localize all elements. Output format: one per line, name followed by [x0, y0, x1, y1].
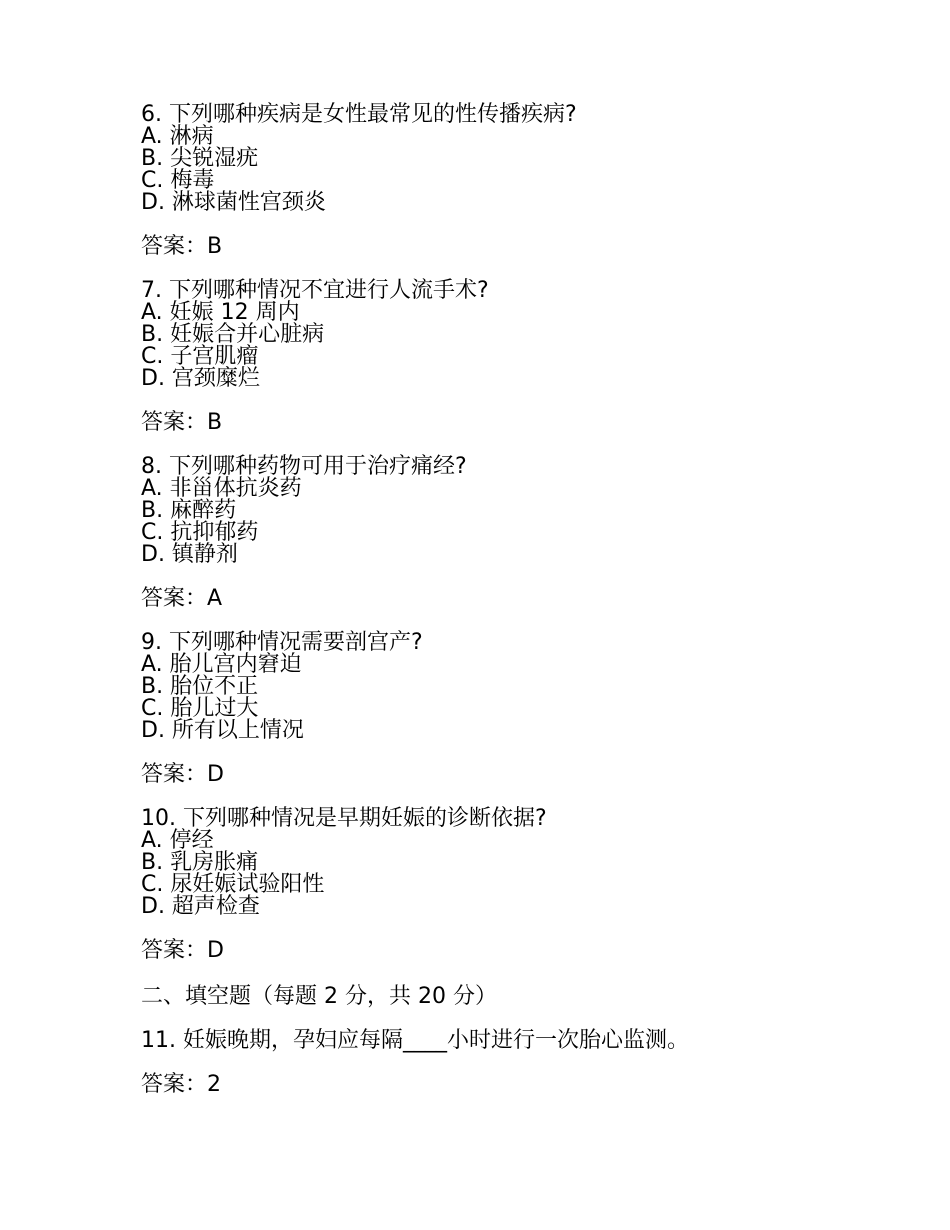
- answer-text: 答案：B: [141, 410, 223, 435]
- question-block-9: [141, 632, 901, 788]
- option-a: A. 淋病: [141, 124, 214, 149]
- option-c: C. 胎儿过大: [141, 696, 259, 721]
- option-d: D. 超声检查: [141, 894, 260, 919]
- fill-question-text: 11. 妊娠晚期，孕妇应每隔____小时进行一次胎心监测。: [141, 1028, 689, 1053]
- question-text: 9. 下列哪种情况需要剖宫产?: [141, 630, 423, 655]
- fill-answer-text: 答案：2: [141, 1072, 221, 1097]
- option-d: D. 镇静剂: [141, 542, 238, 567]
- question-text: 6. 下列哪种疾病是女性最常见的性传播疾病?: [141, 102, 577, 127]
- option-a: A. 停经: [141, 828, 214, 853]
- option-d: D. 所有以上情况: [141, 718, 304, 743]
- answer-text: 答案：D: [141, 938, 224, 963]
- document-content: [141, 104, 901, 1116]
- option-d: D. 宫颈糜烂: [141, 366, 260, 391]
- option-a: A. 非甾体抗炎药: [141, 476, 302, 501]
- option-b: B. 胎位不正: [141, 674, 259, 699]
- question-text: 7. 下列哪种情况不宜进行人流手术?: [141, 278, 489, 303]
- answer-text: 答案：D: [141, 762, 224, 787]
- option-b: B. 乳房胀痛: [141, 850, 259, 875]
- option-c: C. 抗抑郁药: [141, 520, 259, 545]
- question-block-7: [141, 280, 901, 436]
- option-c: C. 子宫肌瘤: [141, 344, 259, 369]
- question-text: 8. 下列哪种药物可用于治疗痛经?: [141, 454, 467, 479]
- option-a: A. 胎儿宫内窘迫: [141, 652, 302, 677]
- section-title: 二、填空题（每题 2 分，共 20 分）: [141, 984, 497, 1009]
- question-block-10: [141, 808, 901, 964]
- option-c: C. 梅毒: [141, 168, 215, 193]
- option-b: B. 尖锐湿疣: [141, 146, 259, 171]
- answer-text: 答案：A: [141, 586, 223, 611]
- option-a: A. 妊娠 12 周内: [141, 300, 300, 325]
- question-block-6: [141, 104, 901, 260]
- option-c: C. 尿妊娠试验阳性: [141, 872, 325, 897]
- option-b: B. 妊娠合并心脏病: [141, 322, 325, 347]
- answer-text: 答案：B: [141, 234, 223, 259]
- option-b: B. 麻醉药: [141, 498, 237, 523]
- question-text: 10. 下列哪种情况是早期妊娠的诊断依据?: [141, 806, 547, 831]
- question-block-8: [141, 456, 901, 612]
- option-d: D. 淋球菌性宫颈炎: [141, 190, 326, 215]
